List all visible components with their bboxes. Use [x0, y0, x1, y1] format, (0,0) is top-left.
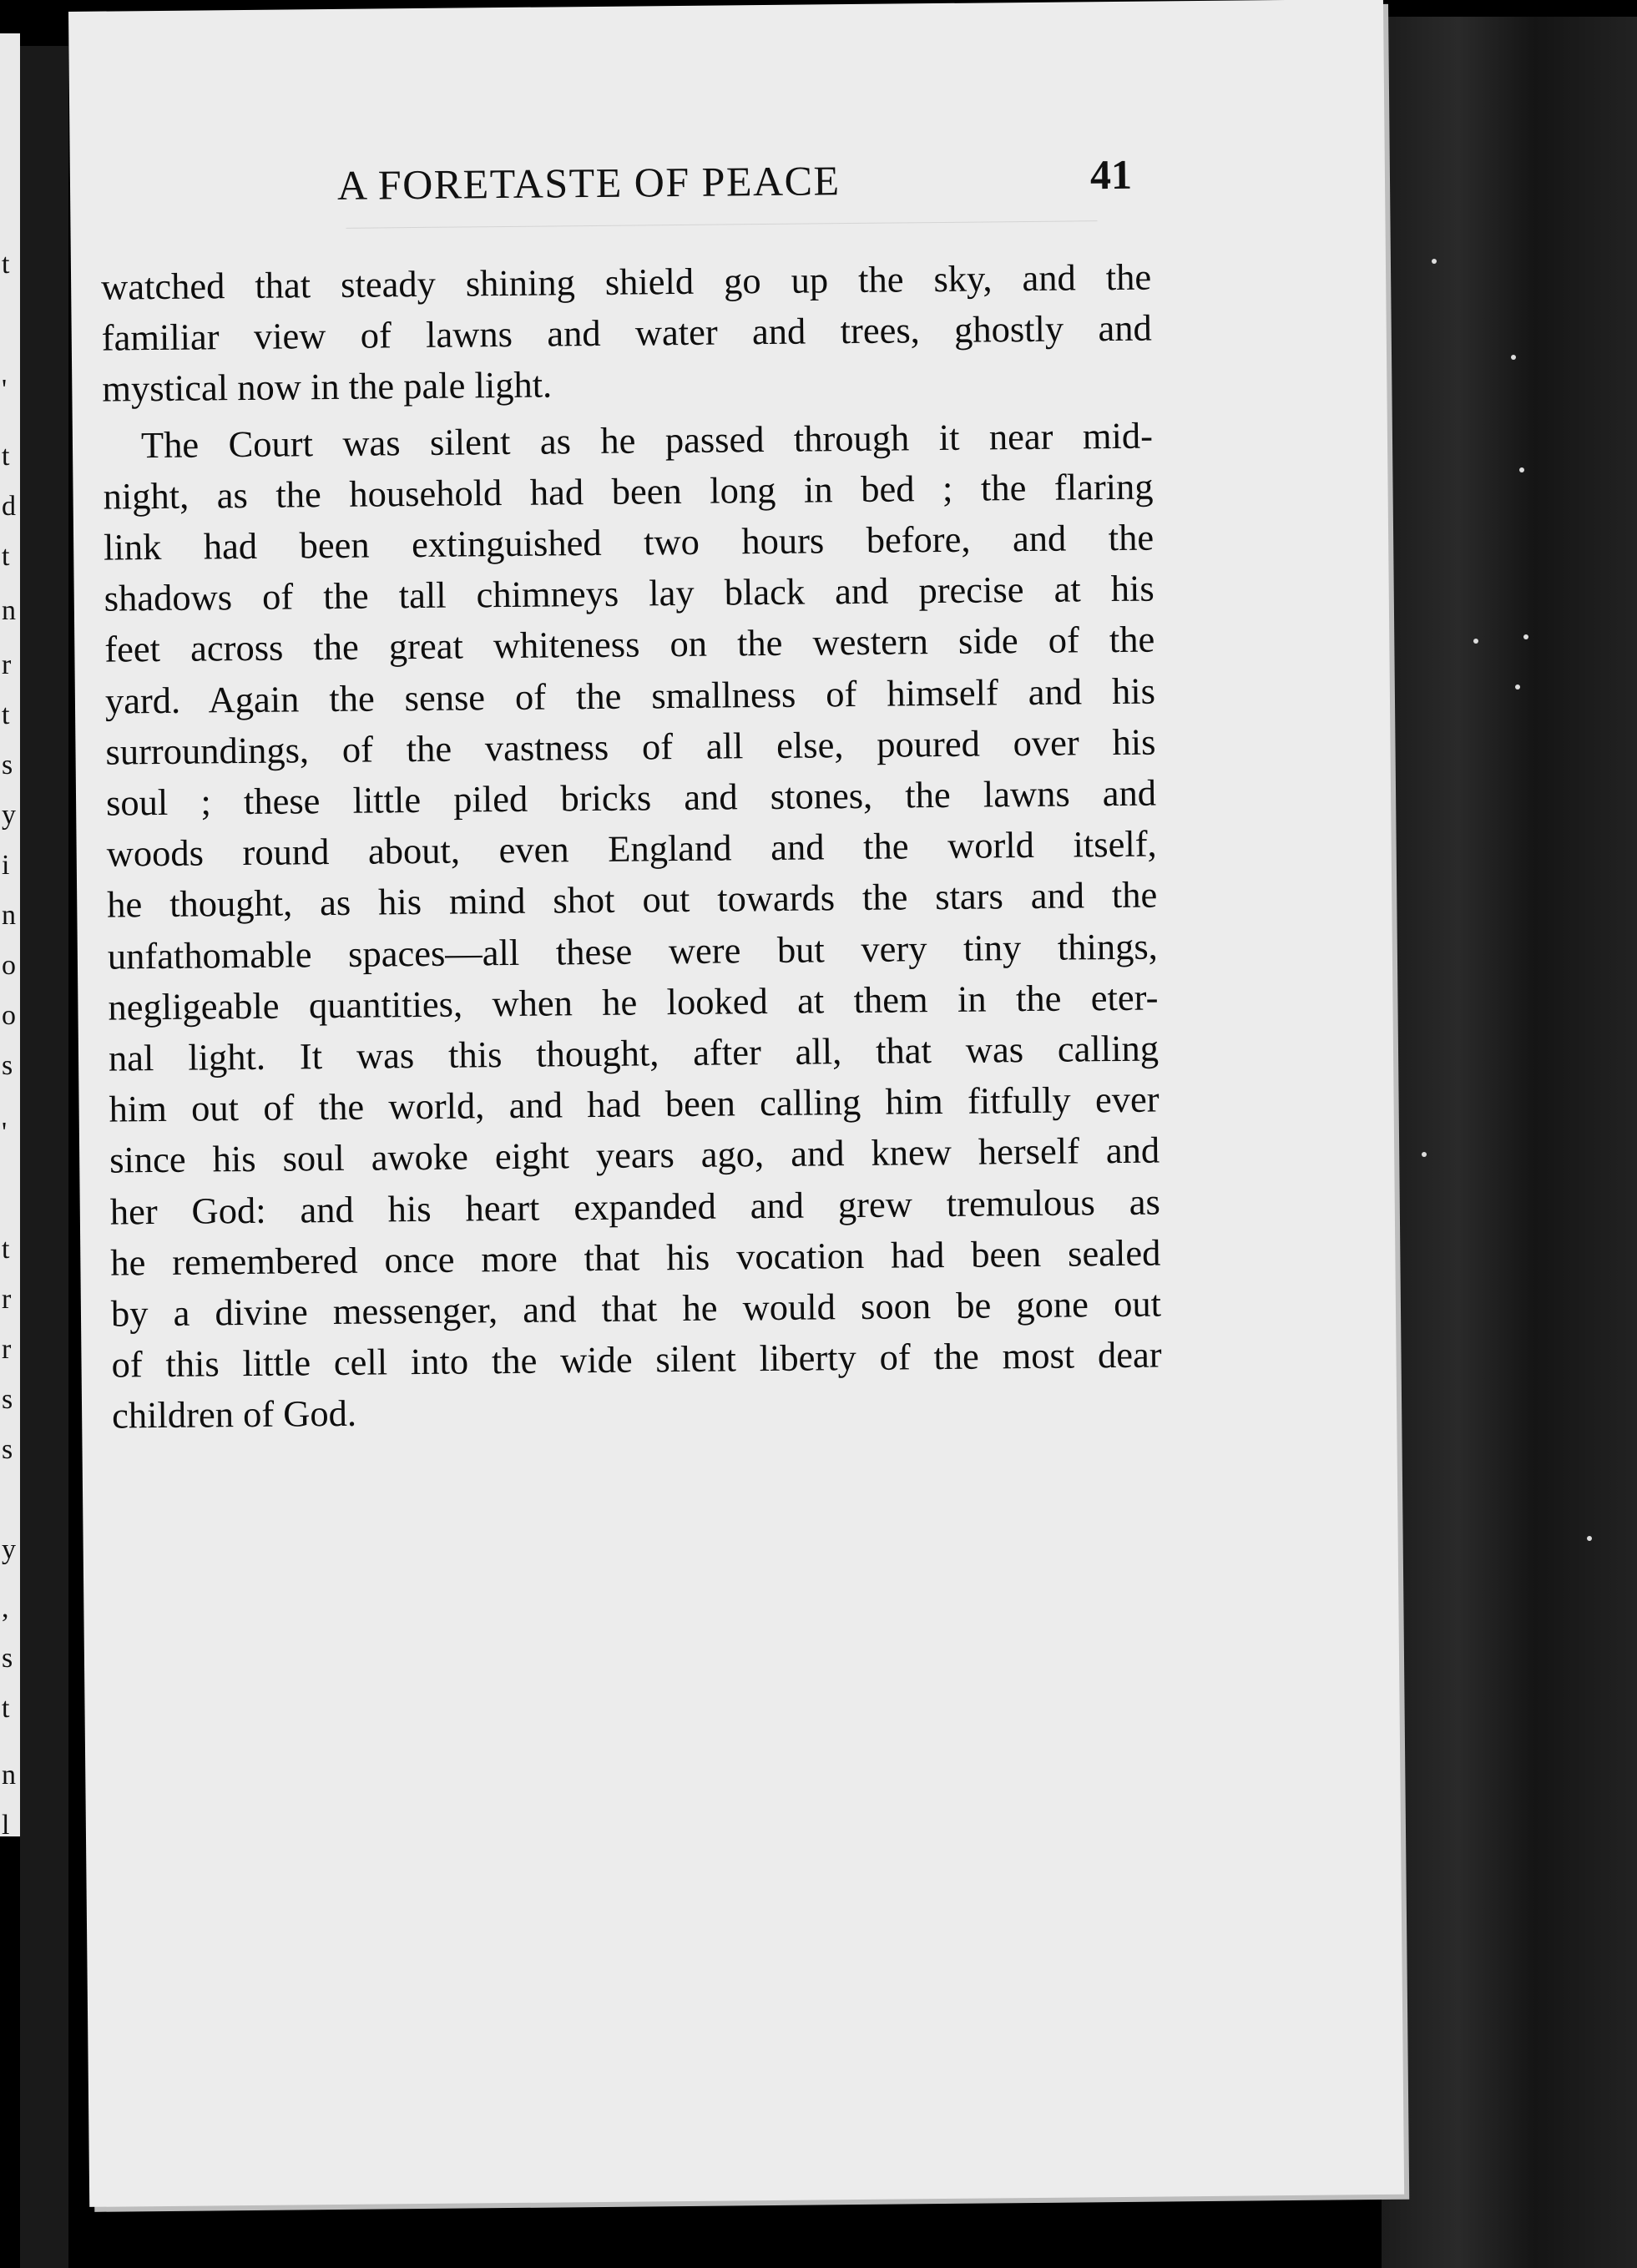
previous-page-letter: ,	[2, 1593, 9, 1624]
previous-page-letter: y	[2, 800, 16, 831]
previous-page-letter: '	[2, 1117, 8, 1148]
text-line: woods round about, even England and the world itself,	[106, 822, 1157, 875]
previous-page-letter: s	[2, 750, 13, 780]
previous-page-letter: n	[2, 1760, 16, 1791]
text-line: he thought, as his mind shot out towards the stars and the	[107, 873, 1158, 927]
text-line: familiar view of lawns and water and trees, ghostly and	[101, 306, 1152, 359]
dust-speck	[1519, 467, 1524, 472]
previous-page-letter: i	[2, 850, 10, 881]
previous-page-letter: t	[2, 249, 10, 280]
text-line: he remembered once more that his vocation had been sealed	[110, 1231, 1161, 1284]
text-line: unfathomable spaces—all these were but very tiny things,	[107, 925, 1159, 977]
dust-speck	[1422, 1152, 1427, 1157]
previous-page-letter: o	[2, 950, 16, 981]
previous-page-letter: d	[2, 491, 16, 522]
book-page	[68, 0, 1404, 2207]
previous-page-letter: s	[2, 1434, 13, 1465]
page-fore-edge	[1382, 17, 1637, 2268]
paragraph	[103, 410, 1163, 1442]
previous-page-letter: l	[2, 1810, 10, 1841]
header-rule	[346, 220, 1097, 229]
text-line: link had been extinguished two hours before, and the	[103, 516, 1154, 568]
previous-page-letter: s	[2, 1384, 13, 1415]
body-text	[101, 252, 1163, 1442]
text-line: nal light. It was this thought, after all, that was calling	[108, 1027, 1160, 1079]
previous-page-letter: n	[2, 900, 16, 931]
previous-page-letter: y	[2, 1534, 16, 1565]
text-line: of this little cell into the wide silent liberty of the most dear	[111, 1333, 1162, 1386]
running-title: A FORETASTE OF PEACE	[336, 157, 841, 209]
paragraph	[101, 252, 1153, 416]
text-line: him out of the world, and had been calling him fitfully ever	[109, 1078, 1160, 1130]
previous-page-letter: n	[2, 595, 16, 626]
previous-page-edge	[0, 33, 20, 1841]
text-line: soul ; these little piled bricks and stones, the lawns and	[105, 771, 1157, 824]
previous-page-letter: t	[2, 441, 10, 472]
previous-page-letter: '	[2, 374, 8, 405]
previous-page-letter: t	[2, 541, 10, 572]
text-line: yard. Again the sense of the smallness of himself and his	[104, 669, 1156, 722]
text-line: shadows of the tall chimneys lay black and precise at his	[104, 567, 1154, 619]
dust-speck	[1515, 684, 1520, 689]
previous-page-letter: t	[2, 1234, 10, 1265]
text-line: children of God.	[111, 1392, 357, 1437]
dust-speck	[1432, 259, 1437, 264]
text-line: The Court was silent as he passed through it near mid-	[140, 414, 1154, 466]
text-line: surroundings, of the vastness of all else, poured over his	[105, 720, 1156, 773]
previous-page-letter: s	[2, 1643, 13, 1674]
text-line: feet across the great whiteness on the western side of the	[104, 618, 1155, 671]
text-line: mystical now in the pale light.	[102, 363, 553, 411]
text-line: night, as the household had been long in bed ; the flaring	[103, 465, 1154, 518]
page-number: 41	[1089, 150, 1133, 199]
text-line: her God: and his heart expanded and grew tremulous as	[109, 1180, 1160, 1233]
text-line: watched that steady shining shield go up the sky, and the	[100, 255, 1152, 308]
dust-speck	[1587, 1536, 1592, 1541]
previous-page-letter: r	[2, 1284, 12, 1315]
text-line: since his soul awoke eight years ago, and knew herself and	[109, 1129, 1160, 1182]
previous-page-letter: o	[2, 1000, 16, 1031]
dust-speck	[1523, 634, 1528, 639]
previous-page-letter: r	[2, 649, 12, 680]
text-line: by a divine messenger, and that he would soon be gone out	[110, 1282, 1162, 1335]
previous-page-letter: r	[2, 1334, 12, 1365]
previous-page-letter: t	[2, 1693, 10, 1724]
dust-speck	[1511, 355, 1516, 360]
previous-page-letter: s	[2, 1050, 13, 1081]
dust-speck	[1473, 639, 1478, 644]
previous-page-letter: t	[2, 700, 10, 730]
text-line: negligeable quantities, when he looked at them in the eter-	[108, 976, 1159, 1028]
book-gutter	[20, 46, 68, 2268]
